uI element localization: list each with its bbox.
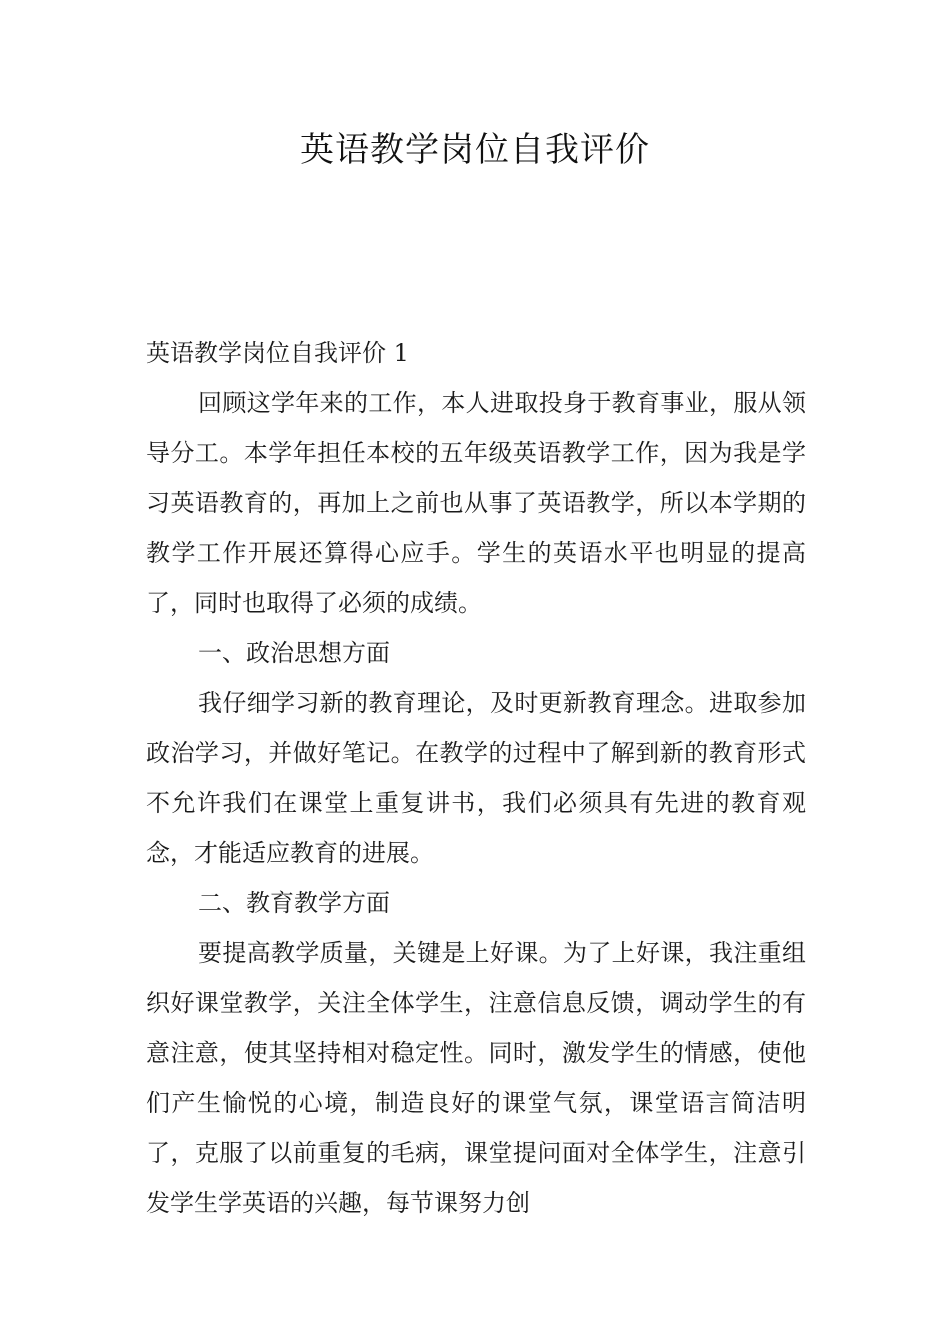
heading-political: 一、政治思想方面 (198, 639, 390, 667)
heading-teaching: 二、教育教学方面 (198, 889, 390, 917)
paragraph-teaching: 要提高教学质量，关键是上好课。为了上好课，我注重组织好课堂教学，关注全体学生，注意信息反馈，调动学生的有意注意，使其坚持相对稳定性。同时，激发学生的情感，使他们产生愉悦的心境，制造良好的课堂气氛，课堂语言简洁明了，克服了以前重复的毛病，课堂提问面对全体学生，注意引发学生学英语的兴趣，每节课努力创 (146, 939, 806, 1217)
document-body (146, 328, 806, 1228)
paragraph-intro: 回顾这学年来的工作，本人进取投身于教育事业，服从领导分工。本学年担任本校的五年级英语教学工作，因为我是学习英语教育的，再加上之前也从事了英语教学，所以本学期的教学工作开展还算得心应手。学生的英语水平也明显的提高了，同时也取得了必须的成绩。 (146, 389, 806, 617)
document-title: 英语教学岗位自我评价 (300, 130, 650, 170)
paragraph-political: 我仔细学习新的教育理论，及时更新教育理念。进取参加政治学习，并做好笔记。在教学的过程中了解到新的教育形式不允许我们在课堂上重复讲书，我们必须具有先进的教育观念，才能适应教育的进展。 (146, 689, 806, 867)
section-heading: 英语教学岗位自我评价 1 (146, 339, 409, 367)
